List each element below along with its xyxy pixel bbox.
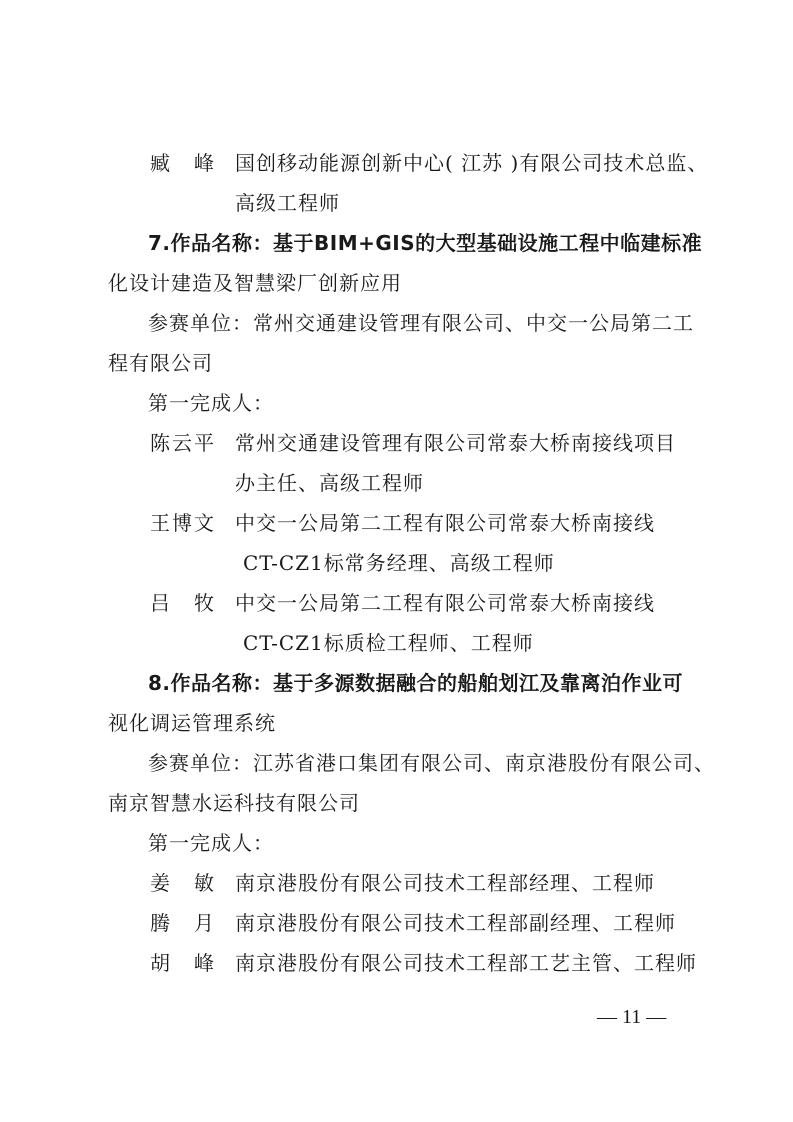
entry-title: 7.作品名称：基于BIM+GIS的大型基础设施工程中临建标准 <box>148 231 703 255</box>
person-name: 臧 峰 <box>150 151 214 175</box>
paragraph-continuation: 程有限公司 <box>108 351 213 375</box>
person-name: 姜 敏 <box>150 871 214 895</box>
person-role: 南京港股份有限公司技术工程部工艺主管、工程师 <box>235 951 697 975</box>
role-continuation: CT-CZ1标常务经理、高级工程师 <box>243 551 555 575</box>
person-name: 陈 云 平 <box>150 431 214 455</box>
person-role: 中交一公局第二工程有限公司常泰大桥南接线 <box>235 591 655 615</box>
paragraph-continuation: 化设计建造及智慧梁厂创新应用 <box>108 271 402 295</box>
page-number: — 11 — <box>597 1006 667 1028</box>
role-continuation: 高级工程师 <box>235 191 340 215</box>
entry-title: 8.作品名称：基于多源数据融合的船舶划江及靠离泊作业可 <box>148 671 684 695</box>
person-name: 吕 牧 <box>150 591 214 615</box>
paragraph-continuation: 南京智慧水运科技有限公司 <box>108 791 360 815</box>
person-role: 南京港股份有限公司技术工程部经理、工程师 <box>235 871 655 895</box>
person-name: 王 博 文 <box>150 511 214 535</box>
paragraph-continuation: 视化调运管理系统 <box>108 711 276 735</box>
paragraph-line: 参赛单位：常州交通建设管理有限公司、中交一公局第二工 <box>148 311 694 335</box>
person-name: 腾 月 <box>150 911 214 935</box>
paragraph-line: 第一完成人： <box>148 831 274 855</box>
person-role: 南京港股份有限公司技术工程部副经理、工程师 <box>235 911 676 935</box>
role-continuation: 办主任、高级工程师 <box>235 471 424 495</box>
person-role: 中交一公局第二工程有限公司常泰大桥南接线 <box>235 511 655 535</box>
paragraph-line: 第一完成人： <box>148 391 274 415</box>
paragraph-line: 参赛单位：江苏省港口集团有限公司、南京港股份有限公司、 <box>148 751 715 775</box>
person-role: 常州交通建设管理有限公司常泰大桥南接线项目 <box>235 431 676 455</box>
role-continuation: CT-CZ1标质检工程师、工程师 <box>243 631 534 655</box>
person-role: 国创移动能源创新中心( 江苏 )有限公司技术总监、 <box>235 151 709 175</box>
person-name: 胡 峰 <box>150 951 214 975</box>
